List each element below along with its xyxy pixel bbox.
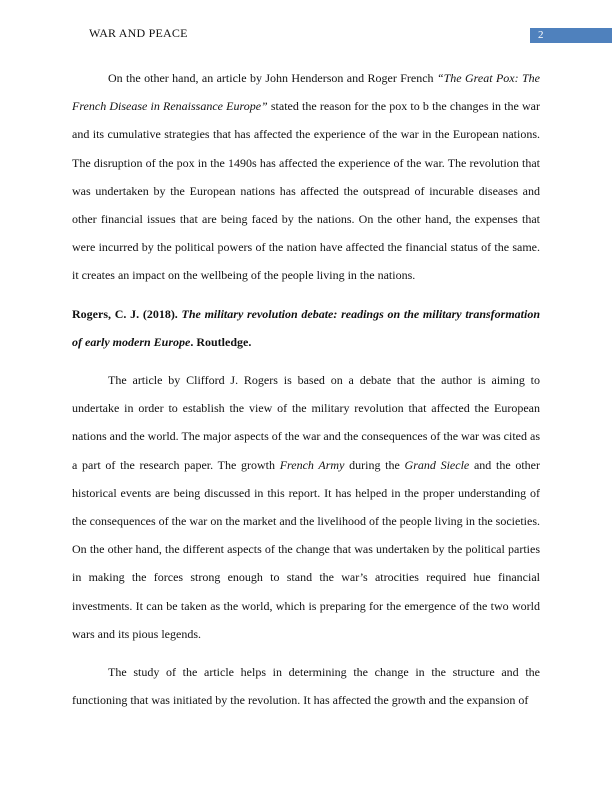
running-header: WAR AND PEACE bbox=[89, 26, 188, 40]
paragraph-rogers bbox=[72, 366, 540, 648]
article-title: “The Great Pox: The French Disease in Renaissance Europe” bbox=[72, 71, 540, 114]
paragraph-text: On the other hand, an article by John Henderson and Roger French bbox=[108, 71, 437, 85]
reference-title: The military revolution debate: readings on the military transformation of early modern Europe bbox=[72, 306, 541, 349]
page-number: 2 bbox=[538, 29, 544, 41]
reference-entry bbox=[72, 300, 540, 356]
paragraph-text: The study of the article helps in determining the change in the structure and the functioning that was initiated by the revolution. It has affected the growth and the expansion of bbox=[72, 665, 540, 708]
reference-publisher: . Routledge. bbox=[190, 334, 252, 349]
page-number-badge bbox=[530, 28, 612, 43]
reference-author: Rogers, C. J. (2018). bbox=[72, 306, 182, 321]
italic-term: Grand Siecle bbox=[404, 457, 470, 472]
paragraph-study bbox=[72, 658, 540, 714]
paragraph-text: and the other historical events are being discussed in this report. It has helped in the proper understanding of the consequences of the war on the market and the livelihood of the people living in the societies. On the other hand, the different aspects of the change that was undertaken by the political parties in making the forces strong enough to stand the war’s atrocities required hue financial investments. It can be taken as the world, which is preparing for the emergence of the two world wars and its pious legends. bbox=[72, 457, 541, 641]
document-body bbox=[72, 64, 540, 714]
paragraph-text: during the bbox=[344, 457, 405, 472]
paragraph-henderson bbox=[72, 64, 540, 290]
paragraph-text: The article by Clifford J. Rogers is based on a debate that the author is aiming to undertake in order to establish the view of the military revolution that affected the European nations and the world. The major aspects of the war and the consequences of the war was cited as a part of the research paper. The growth bbox=[72, 373, 540, 472]
italic-term: French Army bbox=[279, 457, 345, 472]
paragraph-text: stated the reason for the pox to b the changes in the war and its cumulative strategies that has affected the experience of the war in the European nations. The disruption of the pox in the 1490s has affected the experience of the war. The revolution that was undertaken by the European nations has affected the outspread of incurable diseases and other financial issues that are being faced by the nations. On the other hand, the expenses that were incurred by the political powers of the nation have affected the financial status of the same. it creates an impact on the wellbeing of the people living in the nations. bbox=[72, 99, 540, 283]
